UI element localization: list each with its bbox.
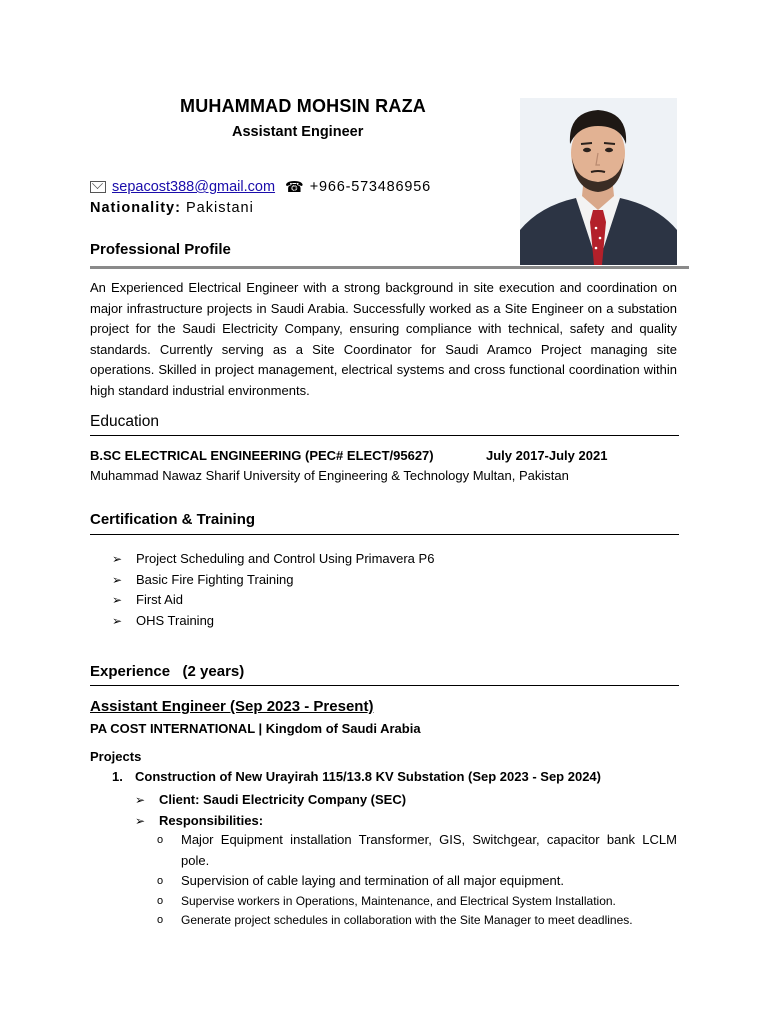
certification-divider — [90, 534, 679, 535]
arrow-bullet-icon: ➢ — [112, 572, 123, 587]
list-item: ➢ Project Scheduling and Control Using Primavera P6 — [112, 549, 434, 570]
list-item — [135, 790, 406, 811]
arrow-bullet-icon: ➢ — [112, 613, 123, 628]
degree-title: B.SC ELECTRICAL ENGINEERING (PEC# ELECT/95627) — [90, 448, 434, 463]
email-link[interactable]: sepacost388@gmail.com — [112, 179, 276, 195]
school-name: Muhammad Nawaz Sharif University of Engineering & Technology Multan, Pakistan — [90, 468, 569, 483]
certification-heading: Certification & Training — [90, 511, 256, 528]
circle-bullet-icon: o — [157, 913, 164, 926]
education-divider — [90, 435, 679, 436]
list-item: o Supervision of cable laying and termination of all major equipment. — [157, 871, 677, 892]
responsibilities-list — [157, 830, 677, 930]
project-name: Construction of New Urayirah 115/13.8 KV Substation (Sep 2023 - Sep 2024) — [135, 769, 601, 784]
company-name: PA COST INTERNATIONAL | Kingdom of Saudi Arabia — [90, 721, 421, 736]
job-title: Assistant Engineer (Sep 2023 - Present) — [90, 698, 374, 715]
projects-label: Projects — [90, 749, 142, 764]
arrow-bullet-icon: ➢ — [112, 593, 123, 607]
circle-bullet-icon: o — [157, 875, 164, 887]
contact-line — [90, 178, 431, 196]
profile-heading: Professional Profile — [90, 241, 231, 258]
profile-divider — [90, 266, 689, 269]
experience-divider — [90, 685, 679, 686]
responsibilities-label: Responsibilities: — [159, 812, 264, 828]
phone-number: +966-573486956 — [309, 179, 431, 195]
nationality-label: Nationality: — [90, 200, 181, 216]
candidate-name: MUHAMMAD MOHSIN RAZA — [180, 96, 426, 116]
profile-text: An Experienced Electrical Engineer with a strong background in site execution and coordination on major infrastructure projects in Saudi Arabia. Successfully worked as a Site Engineer on a substation project for the Saudi Electricity Company, ensuring compliance with technical, safety and quality standards. Currently serving as a Site Coordinator for Saudi Aramco Project managing site operations. Skilled in project management, electrical systems and cross functional coordination within high standard industrial environments. — [90, 280, 677, 398]
list-item — [135, 811, 406, 832]
circle-bullet-icon: o — [157, 834, 164, 846]
education-heading: Education — [90, 413, 159, 430]
list-item: o Major Equipment installation Transformer, GIS, Switchgear, capacitor bank LCLM pole. — [157, 832, 677, 868]
certification-list — [112, 549, 434, 631]
candidate-role: Assistant Engineer — [232, 124, 364, 140]
client-line: Client: Saudi Electricity Company (SEC) — [159, 792, 407, 807]
list-item: ➢ First Aid — [112, 590, 434, 611]
circle-bullet-icon: o — [157, 894, 164, 907]
arrow-bullet-icon: ➢ — [112, 552, 123, 566]
mail-icon — [90, 181, 106, 193]
arrow-bullet-icon: ➢ — [135, 793, 146, 807]
list-item: o Generate project schedules in collaboration with the Site Manager to meet deadlines. — [157, 911, 677, 930]
phone-icon: ☎ — [285, 179, 304, 196]
arrow-bullet-icon: ➢ — [135, 813, 146, 828]
project-number: 1. — [112, 769, 123, 784]
degree-dates: July 2017-July 2021 — [486, 448, 608, 463]
profile-photo — [520, 98, 677, 265]
list-item: ➢ Basic Fire Fighting Training — [112, 570, 434, 591]
nationality-value: Pakistani — [185, 200, 254, 216]
project-details — [135, 790, 406, 831]
experience-heading: Experience (2 years) — [90, 663, 245, 680]
list-item: o Supervise workers in Operations, Maintenance, and Electrical System Installation. — [157, 892, 677, 911]
nationality-line — [90, 200, 254, 216]
list-item: ➢ OHS Training — [112, 611, 434, 632]
